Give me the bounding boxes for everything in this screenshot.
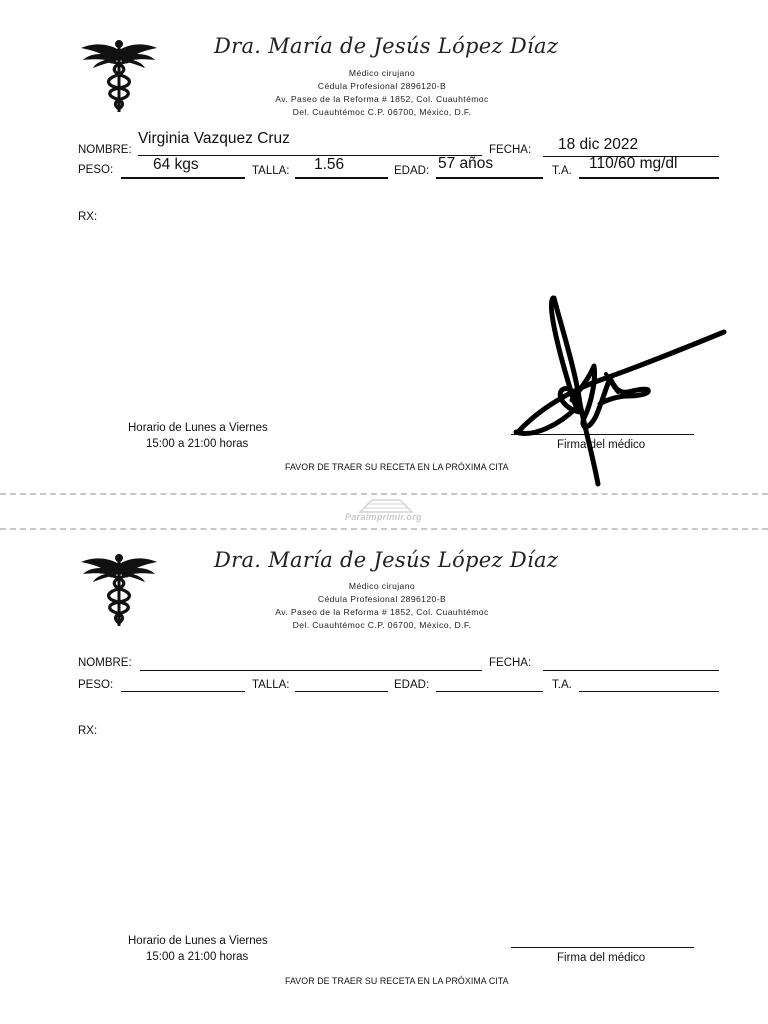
signature-label: Firma del médico	[557, 439, 646, 451]
doctor-name: Dra. María de Jesús López Díaz	[214, 34, 559, 58]
ta-line	[579, 177, 719, 179]
footer-note: FAVOR DE TRAER SU RECETA EN LA PRÓXIMA CITA	[285, 976, 509, 986]
signature-line	[511, 947, 694, 948]
signature-icon	[510, 292, 730, 488]
doctor-license: Cédula Profesional 2896120-B	[317, 594, 447, 604]
talla-value: 1.56	[314, 156, 345, 173]
rx-label: RX:	[78, 211, 98, 223]
peso-label: PESO:	[78, 679, 114, 691]
watermark-text: Paraimprimir.org	[345, 512, 422, 522]
fecha-label: FECHA:	[489, 657, 532, 669]
talla-line	[295, 177, 388, 179]
ta-label: T.A.	[552, 679, 572, 691]
edad-line	[436, 177, 543, 179]
hours-line-2: 15:00 a 21:00 horas	[146, 438, 249, 450]
peso-value: 64 kgs	[153, 156, 199, 173]
rx-label: RX:	[78, 725, 98, 737]
talla-line	[295, 691, 388, 692]
cut-line-top	[0, 493, 768, 495]
doctor-license: Cédula Profesional 2896120-B	[317, 81, 447, 91]
nombre-line	[140, 670, 482, 671]
caduceus-icon	[78, 36, 160, 116]
doctor-specialty: Médico cirujano	[348, 581, 416, 591]
doctor-specialty: Médico cirujano	[348, 68, 416, 78]
hours-line-1: Horario de Lunes a Viernes	[128, 422, 268, 434]
cut-line-bottom	[0, 528, 768, 530]
edad-label: EDAD:	[394, 679, 430, 691]
caduceus-icon	[78, 550, 160, 630]
hours-line-1: Horario de Lunes a Viernes	[128, 935, 268, 947]
peso-label: PESO:	[78, 164, 114, 176]
edad-label: EDAD:	[394, 165, 430, 177]
talla-label: TALLA:	[252, 165, 290, 177]
doctor-name: Dra. María de Jesús López Díaz	[214, 548, 559, 572]
doctor-address-1: Av. Paseo de la Reforma # 1852, Col. Cuauhtémoc	[275, 94, 489, 104]
peso-line	[121, 177, 245, 179]
fecha-line	[543, 670, 719, 671]
doctor-address-2: Del. Cuauhtémoc C.P. 06700, México, D.F.	[292, 620, 472, 630]
ta-line	[579, 691, 719, 692]
edad-value: 57 años	[438, 155, 494, 172]
edad-line	[436, 691, 543, 692]
nombre-label: NOMBRE:	[78, 657, 132, 669]
footer-note: FAVOR DE TRAER SU RECETA EN LA PRÓXIMA CITA	[285, 462, 509, 472]
ta-label: T.A.	[552, 165, 572, 177]
fecha-label: FECHA:	[489, 144, 532, 156]
ta-value: 110/60 mg/dl	[589, 155, 678, 172]
fecha-value: 18 dic 2022	[558, 136, 639, 153]
doctor-address-1: Av. Paseo de la Reforma # 1852, Col. Cuauhtémoc	[275, 607, 489, 617]
signature-label: Firma del médico	[557, 952, 646, 964]
peso-line	[121, 691, 245, 692]
hours-line-2: 15:00 a 21:00 horas	[146, 951, 249, 963]
doctor-address-2: Del. Cuauhtémoc C.P. 06700, México, D.F.	[292, 107, 472, 117]
nombre-value: Virginia Vazquez Cruz	[138, 130, 290, 147]
nombre-label: NOMBRE:	[78, 144, 132, 156]
talla-label: TALLA:	[252, 679, 290, 691]
